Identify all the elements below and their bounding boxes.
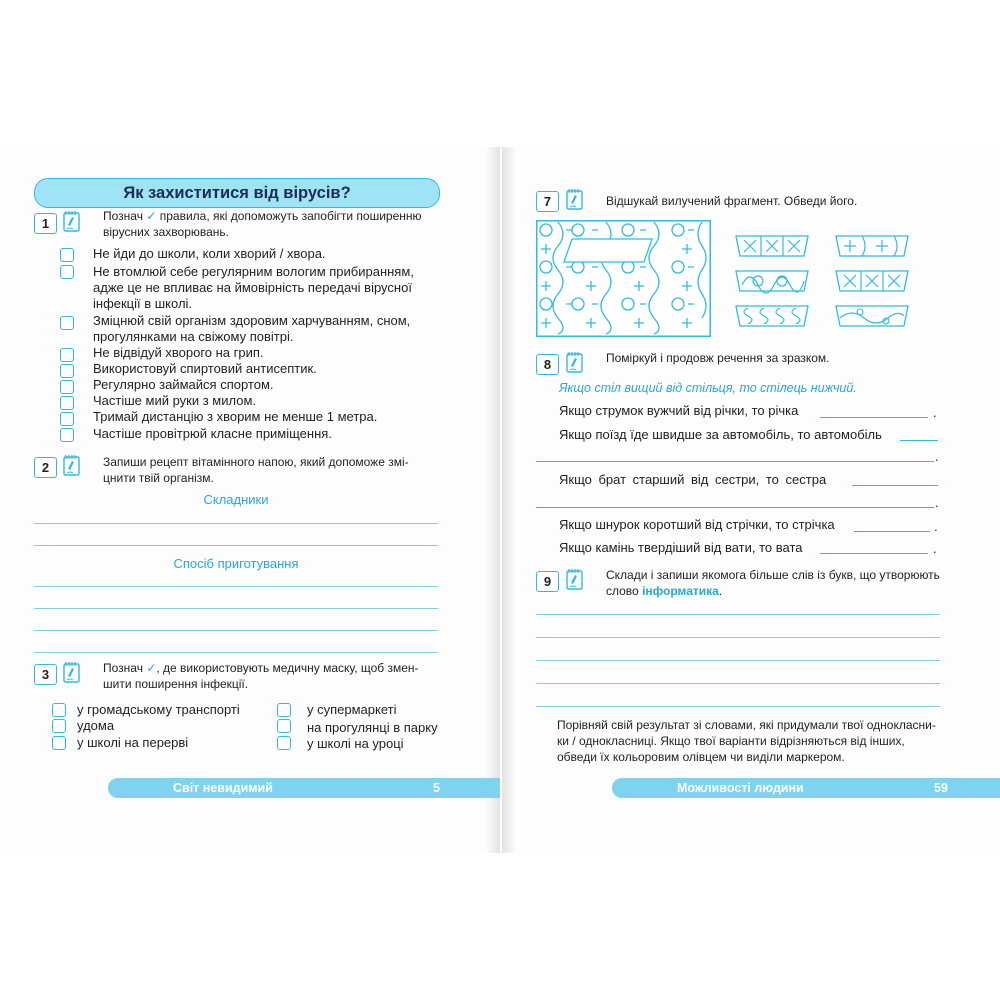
rule-text: Зміцнюй свій організм здоровим харчуванням, сном, прогулянками на свіжому повітрі. (93, 313, 411, 344)
task-number-8: 8 (536, 354, 559, 375)
answer-line[interactable] (820, 417, 928, 418)
puzzle-option-6[interactable] (832, 302, 912, 330)
period: . (935, 449, 939, 464)
puzzle-option-3[interactable] (732, 267, 812, 295)
place-option: у громадському транспорті (77, 702, 240, 717)
rule-checkbox[interactable] (60, 265, 74, 279)
writing-line[interactable] (536, 614, 940, 615)
task-number-3: 3 (34, 664, 57, 685)
notebook-pencil-icon (564, 351, 584, 374)
task-number-9: 9 (536, 571, 559, 592)
rule-checkbox[interactable] (60, 348, 74, 362)
writing-line[interactable] (536, 706, 940, 707)
sentence-text: Якщо струмок вужчий від річки, то річка (559, 403, 799, 418)
notebook-pencil-icon (61, 661, 81, 684)
rule-text: Регулярно займайся спортом. (93, 377, 274, 392)
puzzle-option-5[interactable] (732, 302, 812, 330)
notebook-pencil-icon (61, 210, 81, 233)
place-checkbox[interactable] (277, 719, 291, 733)
writing-line[interactable] (34, 630, 438, 631)
period: . (934, 519, 938, 534)
rule-text: Тримай дистанцію з хворим не менше 1 метра. (93, 409, 378, 424)
writing-line[interactable] (34, 608, 438, 609)
rule-text: Не йди до школи, коли хворий / хвора. (93, 246, 326, 261)
rule-checkbox[interactable] (60, 380, 74, 394)
rule-checkbox[interactable] (60, 364, 74, 378)
rule-text: Використовуй спиртовий антисептик. (93, 361, 317, 376)
writing-line[interactable] (536, 637, 940, 638)
rule-text: Не відвідуй хворого на грип. (93, 345, 264, 360)
period: . (933, 405, 937, 420)
task3-instruction: Познач ✓, де використовують медичну маску, щоб змен- шити поширення інфекції. (103, 661, 419, 691)
period: . (933, 541, 937, 556)
keyword: інформатика (642, 584, 719, 598)
rule-checkbox[interactable] (60, 396, 74, 410)
rule-text: Частіше провітрюй класне приміщення. (93, 426, 332, 441)
place-option: удома (77, 718, 115, 733)
left-page (0, 147, 500, 853)
rule-checkbox[interactable] (60, 412, 74, 426)
page-footer (108, 778, 500, 798)
notebook-pencil-icon (564, 568, 584, 591)
writing-line[interactable] (34, 586, 438, 587)
answer-line[interactable] (820, 553, 928, 554)
place-checkbox[interactable] (277, 703, 291, 717)
puzzle-option-2[interactable] (832, 232, 912, 260)
place-checkbox[interactable] (52, 719, 66, 733)
ingredients-label: Складники (203, 492, 269, 507)
example-sentence: Якщо стіл вищий від стільця, то стілець нижчий. (559, 381, 857, 395)
writing-line[interactable] (34, 545, 438, 546)
place-option: у школі на уроці (307, 736, 404, 751)
check-icon: ✓ (146, 661, 157, 675)
pattern-puzzle (536, 220, 711, 337)
puzzle-option-1[interactable] (732, 232, 812, 260)
answer-line[interactable] (536, 461, 934, 462)
page-number: 59 (934, 781, 948, 795)
task7-instruction: Відшукай вилучений фрагмент. Обведи його. (606, 194, 858, 208)
writing-line[interactable] (34, 652, 438, 653)
right-page (502, 147, 1000, 853)
footer-title: Світ невидимий (173, 781, 273, 795)
compare-note: Порівняй свій результат зі словами, які придумали твої однокласни- ки / однокласниці. Якщо твої варіанти відрізняються від інших, обведи їх кольоровим олівцем чи виділи маркером. (557, 718, 936, 764)
writing-line[interactable] (536, 660, 940, 661)
place-option: у супермаркеті (307, 702, 397, 717)
rule-checkbox[interactable] (60, 428, 74, 442)
sentence-text: Якщо камінь твердіший від вати, то вата (559, 540, 803, 555)
writing-line[interactable] (536, 683, 940, 684)
sentence-text: Якщо поїзд їде швидше за автомобіль, то автомобіль (559, 427, 882, 442)
place-checkbox[interactable] (52, 736, 66, 750)
task-number-1: 1 (34, 213, 57, 234)
page-title: Як захиститися від вірусів? (34, 178, 440, 208)
sentence-text: Якщо шнурок коротший від стрічки, то стрічка (559, 517, 835, 532)
task-number-2: 2 (34, 457, 57, 478)
place-checkbox[interactable] (52, 703, 66, 717)
answer-line[interactable] (536, 507, 934, 508)
answer-line[interactable] (854, 531, 930, 532)
answer-line[interactable] (900, 440, 938, 441)
place-option: у школі на перерві (77, 735, 189, 750)
place-checkbox[interactable] (277, 736, 291, 750)
rule-text: Частіше мий руки з милом. (93, 393, 257, 408)
page-footer (612, 778, 1000, 798)
puzzle-option-4[interactable] (832, 267, 912, 295)
place-option: на прогулянці в парку (307, 720, 438, 735)
check-icon: ✓ (146, 209, 157, 223)
task2-instruction: Запиши рецепт вітамінного напою, який допоможе змі- цнити твій організм. (103, 455, 409, 485)
notebook-pencil-icon (61, 454, 81, 477)
page-number: 5 (433, 781, 440, 795)
notebook-pencil-icon (564, 188, 584, 211)
answer-line[interactable] (852, 485, 938, 486)
footer-title: Можливості людини (677, 781, 804, 795)
method-label: Спосіб приготування (173, 556, 299, 571)
spine-shadow (486, 147, 500, 853)
task-number-7: 7 (536, 191, 559, 212)
rule-text: Не втомлюй себе регулярним вологим прибиранням, адже це не впливає на ймовірність передачі вірусної інфекції в школі. (93, 264, 414, 311)
sentence-text: Якщо брат старший від сестри, то сестра (559, 472, 827, 487)
writing-line[interactable] (34, 523, 438, 524)
spine-shadow (502, 147, 516, 853)
period: . (935, 495, 939, 510)
task1-instruction: Познач ✓ правила, які допоможуть запобігти поширенню вірусних захворювань. (103, 209, 422, 239)
task8-instruction: Поміркуй і продовж речення за зразком. (606, 351, 830, 365)
task9-instruction: Склади і запиши якомога більше слів із букв, що утворюють слово інформатика. (606, 568, 940, 598)
rule-checkbox[interactable] (60, 316, 74, 330)
rule-checkbox[interactable] (60, 248, 74, 262)
